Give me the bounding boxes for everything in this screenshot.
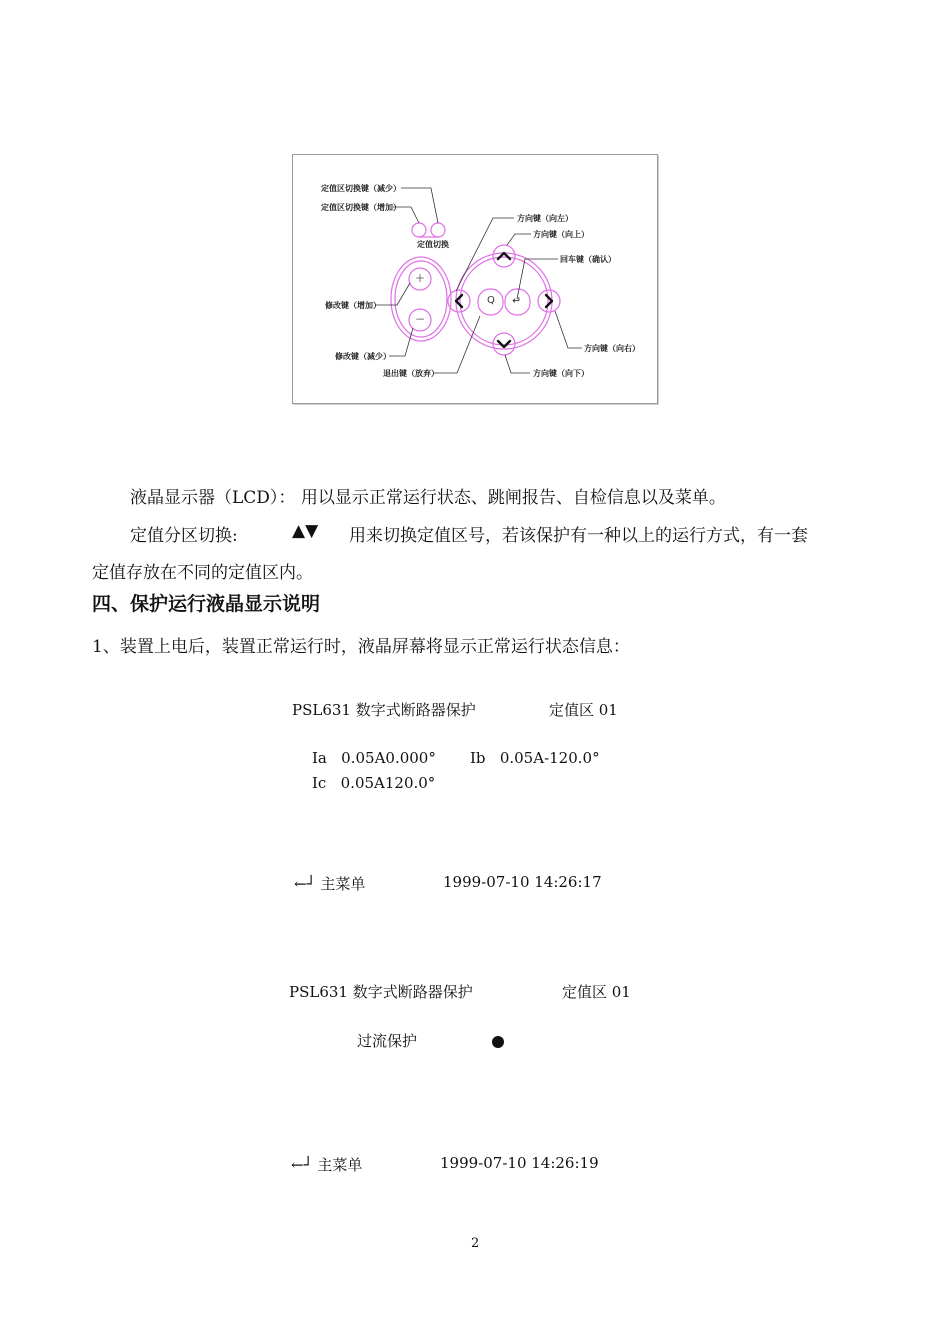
page-number: 2 [471, 1236, 480, 1251]
keypad-diagram [292, 154, 658, 404]
screen1-ib: Ib 0.05A-120.0° [470, 749, 600, 767]
label-zone-switch: 定值切换 [417, 240, 449, 249]
screen1-ia: Ia 0.05A0.000° [312, 749, 436, 767]
screen1-zone: 定值区 01 [549, 701, 618, 719]
zone-increase-key [431, 223, 445, 237]
plus-glyph: + [415, 271, 426, 285]
item-1: 1、装置上电后，装置正常运行时，液晶屏幕将显示正常运行状态信息： [92, 637, 630, 657]
label-dir-left: 方向键（向左） [517, 214, 573, 223]
screen2-zone: 定值区 01 [562, 983, 631, 1001]
left-arrow-icon [456, 295, 462, 307]
label-zone-increase: 定值区切换键（增加） [321, 203, 401, 212]
label-modify-increase: 修改键（增加） [325, 301, 381, 310]
status-dot [492, 1033, 504, 1052]
screen2-main-menu: ←┘ 主菜单 [291, 1156, 363, 1174]
screen1-title: PSL631 数字式断路器保护 [292, 701, 476, 719]
screen2-title: PSL631 数字式断路器保护 [289, 983, 473, 1001]
lcd-description: 液晶显示器（LCD）： 用以显示正常运行状态、跳闸报告、自检信息以及菜单。 [130, 488, 726, 508]
screen1-ic: Ic 0.05A120.0° [312, 774, 436, 792]
zone-switch-description-cont: 定值存放在不同的定值区内。 [92, 563, 313, 583]
right-arrow-icon [546, 295, 552, 307]
label-dir-up: 方向键（向上） [533, 230, 589, 239]
screen2-overcurrent: 过流保护 [357, 1032, 418, 1050]
zone-decrease-key [412, 223, 426, 237]
label-zone-decrease: 定值区切换键（减少） [321, 184, 401, 193]
label-enter-key: 回车键（确认） [560, 255, 616, 264]
up-arrow-icon [498, 253, 510, 259]
screen2-datetime: 1999-07-10 14:26:19 [440, 1154, 599, 1172]
minus-glyph: − [415, 312, 426, 326]
label-exit-key: 退出键（放弃） [383, 369, 439, 378]
down-arrow-icon [498, 341, 510, 347]
q-key-glyph: Q [487, 295, 495, 306]
screen1-main-menu: ←┘ 主菜单 [294, 875, 366, 893]
label-modify-decrease: 修改键（减少） [335, 352, 391, 361]
section-heading: 四、保护运行液晶显示说明 [92, 593, 321, 615]
zone-arrows: ▲▼ [292, 521, 319, 541]
zone-switch-description: 用来切换定值区号，若该保护有一种以上的运行方式，有一套 [349, 526, 808, 546]
label-dir-down: 方向键（向下） [533, 369, 589, 378]
zone-switch-label: 定值分区切换: [130, 526, 238, 546]
enter-key-glyph: ↵ [512, 294, 522, 307]
screen1-datetime: 1999-07-10 14:26:17 [443, 873, 602, 891]
label-dir-right: 方向键（向右） [584, 344, 640, 353]
